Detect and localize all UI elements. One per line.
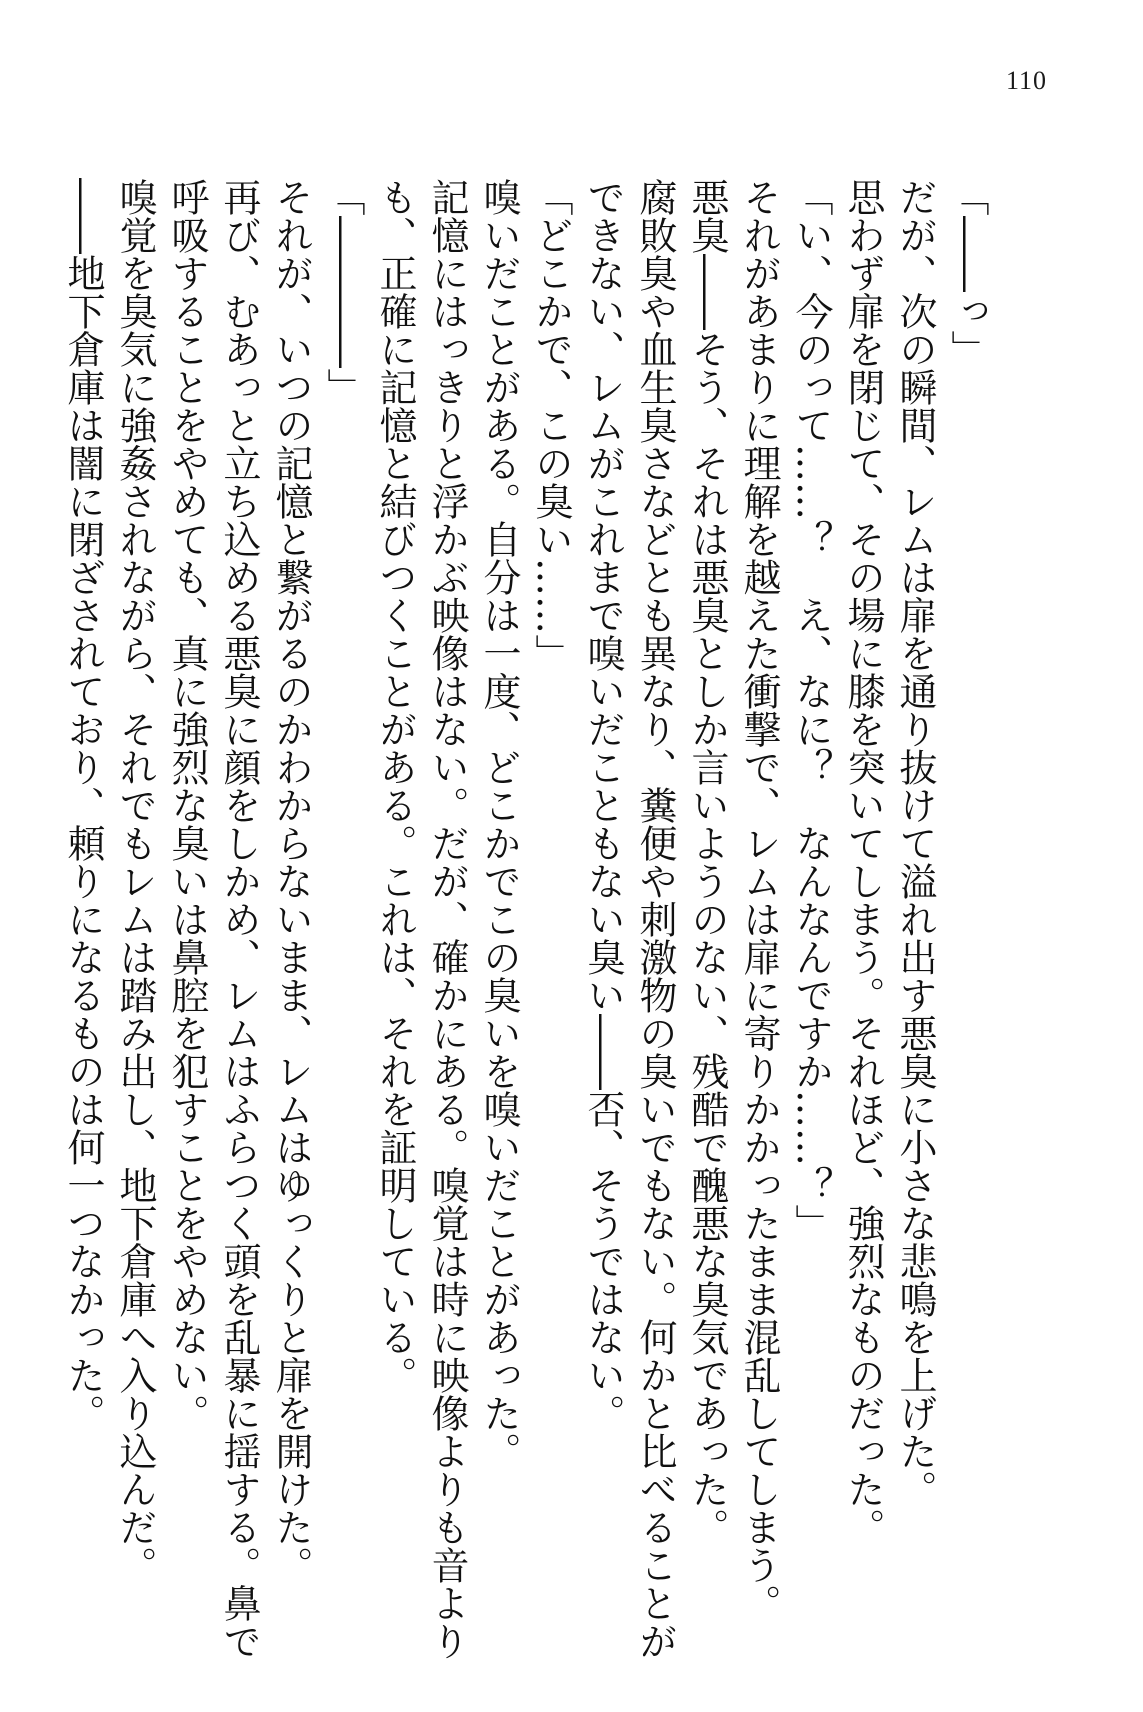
text-line: 嗅覚を臭気に強姦されながら、それでもレムは踏み出し、地下倉庫へ入り込んだ。: [113, 178, 157, 1584]
text-line: ――地下倉庫は闇に閉ざされており、頼りになるものは何一つなかった。: [61, 178, 105, 1432]
text-line: 悪臭――そう、それは悪臭としか言いようのない、残酷で醜悪な臭気であった。: [685, 178, 729, 1546]
text-line: 「い、今のって……？ え、なに？ なんなんですか……？」: [789, 178, 833, 1242]
text-line: できない、レムがこれまで嗅いだこともない臭い――否、そうではない。: [581, 178, 625, 1432]
page-number: 110: [1005, 66, 1047, 95]
text-line: も、正確に記憶と結びつくことがある。これは、それを証明している。: [373, 178, 417, 1394]
text-line: 思わず扉を閉じて、その場に膝を突いてしまう。それほど、強烈なものだった。: [841, 178, 885, 1546]
text-line: 記憶にはっきりと浮かぶ映像はない。だが、確かにある。嗅覚は時に映像よりも音より: [425, 178, 469, 1660]
text-line: 腐敗臭や血生臭さなどとも異なり、糞便や刺激物の臭いでもない。何かと比べることが: [633, 178, 677, 1660]
text-line: 「――っ」: [945, 178, 989, 368]
vertical-text-body: [53, 178, 993, 1660]
text-line: だが、次の瞬間、レムは扉を通り抜けて溢れ出す悪臭に小さな悲鳴を上げた。: [893, 178, 937, 1508]
text-line: 嗅いだことがある。自分は一度、どこかでこの臭いを嗅いだことがあった。: [477, 178, 521, 1470]
text-line: 呼吸することをやめても、真に強烈な臭いは鼻腔を犯すことをやめない。: [165, 178, 209, 1432]
text-line: 「どこかで、この臭い……」: [529, 178, 573, 672]
text-line: それがあまりに理解を越えた衝撃で、レムは扉に寄りかかったまま混乱してしまう。: [737, 178, 781, 1622]
text-line: 再び、むあっと立ち込める悪臭に顔をしかめ、レムはふらつく頭を乱暴に揺する。鼻で: [217, 178, 261, 1660]
text-line: 「――――」: [321, 178, 365, 406]
text-line: それが、いつの記憶と繋がるのかわからないまま、レムはゆっくりと扉を開けた。: [269, 178, 313, 1584]
